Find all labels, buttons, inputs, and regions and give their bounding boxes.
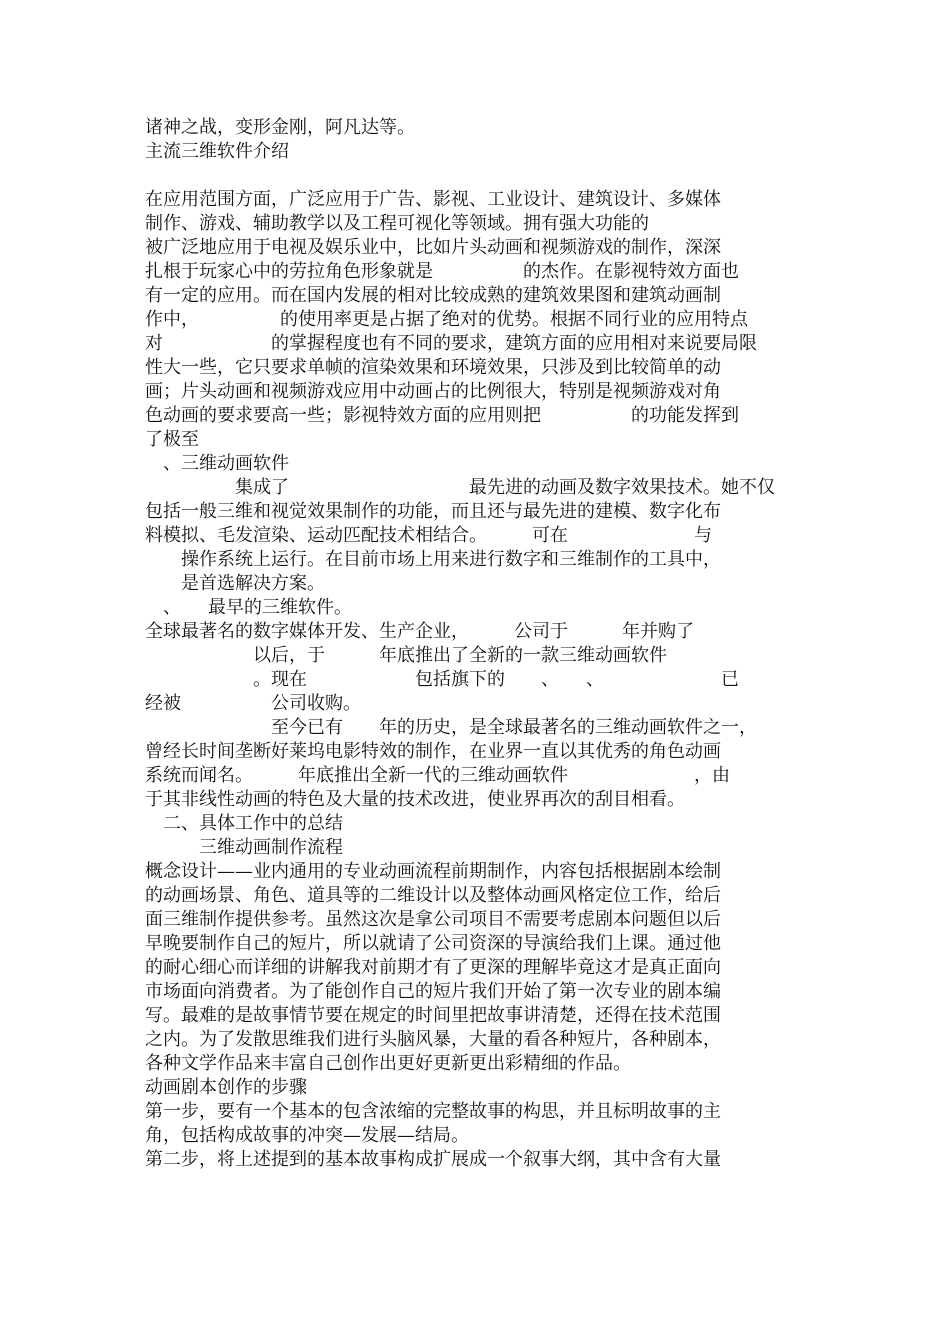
- text-line: 集成了 最先进的动画及数字效果技术。她不仅: [145, 477, 775, 498]
- text-line: 曾经长时间垄断好莱坞电影特效的制作，在业界一直以其优秀的角色动画: [145, 741, 721, 762]
- text-line: 是首选解决方案。: [145, 573, 325, 594]
- text-line: 第一步，要有一个基本的包含浓缩的完整故事的构思，并且标明故事的主: [145, 1101, 721, 1122]
- text-line: 被广泛地应用于电视及娱乐业中，比如片头动画和视频游戏的制作，深深: [145, 237, 721, 258]
- text-line: 以后，于 年底推出了全新的一款三维动画软件: [145, 645, 667, 666]
- text-line: 了极至: [145, 429, 199, 450]
- text-line: 全球最著名的数字媒体开发、生产企业， 公司于 年并购了: [145, 621, 694, 642]
- text-line: 对 的掌握程度也有不同的要求，建筑方面的应用相对来说要局限: [145, 333, 757, 354]
- text-line: 之内。为了发散思维我们进行头脑风暴，大量的看各种短片，各种剧本，: [145, 1029, 721, 1050]
- text-line: 经被 公司收购。: [145, 693, 361, 714]
- text-line: 有一定的应用。而在国内发展的相对比较成熟的建筑效果图和建筑动画制: [145, 285, 721, 306]
- text-line: 于其非线性动画的特色及大量的技术改进，使业界再次的刮目相看。: [145, 789, 685, 810]
- section-heading: 动画剧本创作的步骤: [145, 1077, 307, 1098]
- text-line: 至今已有 年的历史，是全球最著名的三维动画软件之一，: [145, 717, 757, 738]
- text-line: 系统而闻名。 年底推出全新一代的三维动画软件 ，由: [145, 765, 730, 786]
- text-line: 写。最难的是故事情节要在规定的时间里把故事讲清楚，还得在技术范围: [145, 1005, 721, 1026]
- text-line: 色动画的要求要高一些；影视特效方面的应用则把 的功能发挥到: [145, 405, 739, 426]
- section-heading: 主流三维软件介绍: [145, 141, 289, 162]
- text-line: 性大一些，它只要求单帧的渲染效果和环境效果，只涉及到比较简单的动: [145, 357, 721, 378]
- text-line: 操作系统上运行。在目前市场上用来进行数字和三维制作的工具中，: [145, 549, 721, 570]
- text-line: 面三维制作提供参考。虽然这次是拿公司项目不需要考虑剧本问题但以后: [145, 909, 721, 930]
- text-line: 角，包括构成故事的冲突—发展—结局。: [145, 1125, 469, 1146]
- text-line: 概念设计——业内通用的专业动画流程前期制作，内容包括根据剧本绘制: [145, 861, 721, 882]
- text-line: 的动画场景、角色、道具等的二维设计以及整体动画风格定位工作，给后: [145, 885, 721, 906]
- section-heading: 、 最早的三维软件。: [145, 597, 352, 618]
- text-line: 扎根于玩家心中的劳拉角色形象就是 的杰作。在影视特效方面也: [145, 261, 739, 282]
- text-line: 第二步，将上述提到的基本故事构成扩展成一个叙事大纲，其中含有大量: [145, 1149, 721, 1170]
- text-line: 作中， 的使用率更是占据了绝对的优势。根据不同行业的应用特点: [145, 309, 748, 330]
- text-line: 制作、游戏、辅助教学以及工程可视化等领域。拥有强大功能的: [145, 213, 649, 234]
- text-line: 的耐心细心而详细的讲解我对前期才有了更深的理解毕竟这才是真正面向: [145, 957, 721, 978]
- text-line: 诸神之战，变形金刚，阿凡达等。: [145, 117, 415, 138]
- text-line: 料模拟、毛发渲染、运动匹配技术相结合。 可在 与: [145, 525, 712, 546]
- text-line: 。现在 包括旗下的 、 、 已: [145, 669, 739, 690]
- text-line: 在应用范围方面，广泛应用于广告、影视、工业设计、建筑设计、多媒体: [145, 189, 721, 210]
- section-heading: 、三维动画软件: [145, 453, 289, 474]
- text-line: 市场面向消费者。为了能创作自己的短片我们开始了第一次专业的剧本编: [145, 981, 721, 1002]
- text-line: 各种文学作品来丰富自己创作出更好更新更出彩精细的作品。: [145, 1053, 631, 1074]
- blank-line: [145, 164, 807, 188]
- text-line: 包括一般三维和视觉效果制作的功能，而且还与最先进的建模、数字化布: [145, 501, 721, 522]
- text-line: 早晚要制作自己的短片，所以就请了公司资深的导演给我们上课。通过他: [145, 933, 721, 954]
- section-heading: 二、具体工作中的总结: [145, 813, 343, 834]
- section-heading: 三维动画制作流程: [145, 837, 343, 858]
- text-line: 画；片头动画和视频游戏应用中动画占的比例很大，特别是视频游戏对角: [145, 381, 721, 402]
